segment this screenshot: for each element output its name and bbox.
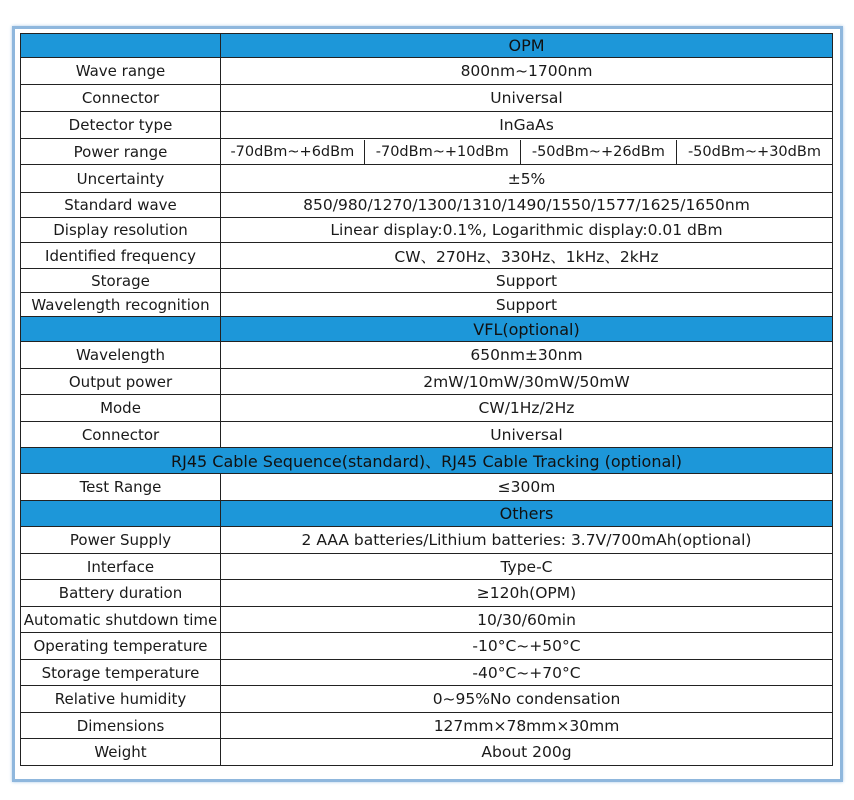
row-label: Automatic shutdown time: [21, 607, 221, 633]
row-label: Connector: [21, 422, 221, 448]
table-row: [21, 85, 833, 112]
table-row: [21, 686, 833, 713]
power-range-value: -70dBm~+6dBm: [230, 143, 355, 160]
row-label: Standard wave: [21, 193, 221, 218]
row-value: ≤300m: [221, 474, 833, 501]
section-header-opm: [21, 34, 833, 58]
row-label: Test Range: [21, 474, 221, 501]
row-value: Support: [221, 293, 833, 317]
power-range-cell: [221, 139, 833, 165]
section-header-others: [21, 501, 833, 527]
row-label: Connector: [21, 85, 221, 112]
row-label: Power range: [21, 139, 221, 165]
row-label: Storage temperature: [21, 660, 221, 686]
row-value: About 200g: [221, 739, 833, 766]
power-range-value: -50dBm~+30dBm: [676, 140, 832, 164]
row-label: Dimensions: [21, 713, 221, 739]
table-row: [21, 395, 833, 422]
row-value: ±5%: [221, 165, 833, 193]
section-header-blank: [21, 317, 221, 342]
row-value: 2mW/10mW/30mW/50mW: [221, 369, 833, 395]
row-value: Universal: [221, 85, 833, 112]
row-value: Linear display:0.1%, Logarithmic display:0.01 dBm: [221, 218, 833, 243]
row-value: CW、270Hz、330Hz、1kHz、2kHz: [221, 243, 833, 269]
row-value: ≥120h(OPM): [221, 580, 833, 607]
row-value: CW/1Hz/2Hz: [221, 395, 833, 422]
row-label: Interface: [21, 554, 221, 580]
row-label: Output power: [21, 369, 221, 395]
table-row: [21, 218, 833, 243]
section-header-blank: [21, 34, 221, 58]
row-label: Battery duration: [21, 580, 221, 607]
row-value: 2 AAA batteries/Lithium batteries: 3.7V/700mAh(optional): [221, 527, 833, 554]
table-row: [21, 607, 833, 633]
row-value: -40°C~+70°C: [221, 660, 833, 686]
row-value: Support: [221, 269, 833, 293]
table-row: [21, 474, 833, 501]
row-value: InGaAs: [221, 112, 833, 139]
power-range-value: -70dBm~+10dBm: [364, 140, 520, 164]
table-row: [21, 527, 833, 554]
table-row: [21, 165, 833, 193]
table-row: [21, 660, 833, 686]
table-row: [21, 422, 833, 448]
table-row: [21, 112, 833, 139]
row-label: Uncertainty: [21, 165, 221, 193]
row-value: 650nm±30nm: [221, 342, 833, 369]
row-value: Type-C: [221, 554, 833, 580]
row-value: -10°C~+50°C: [221, 633, 833, 660]
table-row: [21, 293, 833, 317]
section-title: OPM: [221, 34, 833, 58]
table-row: [21, 369, 833, 395]
row-label: Power Supply: [21, 527, 221, 554]
table-row: [21, 580, 833, 607]
row-value: 0~95%No condensation: [221, 686, 833, 713]
row-label: Relative humidity: [21, 686, 221, 713]
row-label: Display resolution: [21, 218, 221, 243]
spec-table: [20, 33, 833, 766]
row-label: Identified frequency: [21, 243, 221, 269]
row-label: Weight: [21, 739, 221, 766]
section-title: Others: [221, 501, 833, 527]
row-label: Wavelength: [21, 342, 221, 369]
table-row: [21, 58, 833, 85]
section-header-rj45: [21, 448, 833, 474]
row-label: Operating temperature: [21, 633, 221, 660]
table-row: [21, 139, 833, 165]
table-row: [21, 342, 833, 369]
row-label: Wavelength recognition: [21, 293, 221, 317]
table-row: [21, 554, 833, 580]
table-row: [21, 713, 833, 739]
table-row: [21, 269, 833, 293]
section-title: VFL(optional): [221, 317, 833, 342]
power-range-value: -50dBm~+26dBm: [520, 140, 676, 164]
row-label: Wave range: [21, 58, 221, 85]
table-row: [21, 633, 833, 660]
row-value: Universal: [221, 422, 833, 448]
row-value: 850/980/1270/1300/1310/1490/1550/1577/1625/1650nm: [221, 193, 833, 218]
row-value: 10/30/60min: [221, 607, 833, 633]
table-row: [21, 193, 833, 218]
section-title: RJ45 Cable Sequence(standard)、RJ45 Cable Tracking (optional): [21, 448, 833, 474]
row-label: Mode: [21, 395, 221, 422]
section-header-blank: [21, 501, 221, 527]
row-value: 127mm×78mm×30mm: [221, 713, 833, 739]
table-row: [21, 739, 833, 766]
row-label: Detector type: [21, 112, 221, 139]
section-header-vfl: [21, 317, 833, 342]
row-value: 800nm~1700nm: [221, 58, 833, 85]
table-row: [21, 243, 833, 269]
row-label: Storage: [21, 269, 221, 293]
